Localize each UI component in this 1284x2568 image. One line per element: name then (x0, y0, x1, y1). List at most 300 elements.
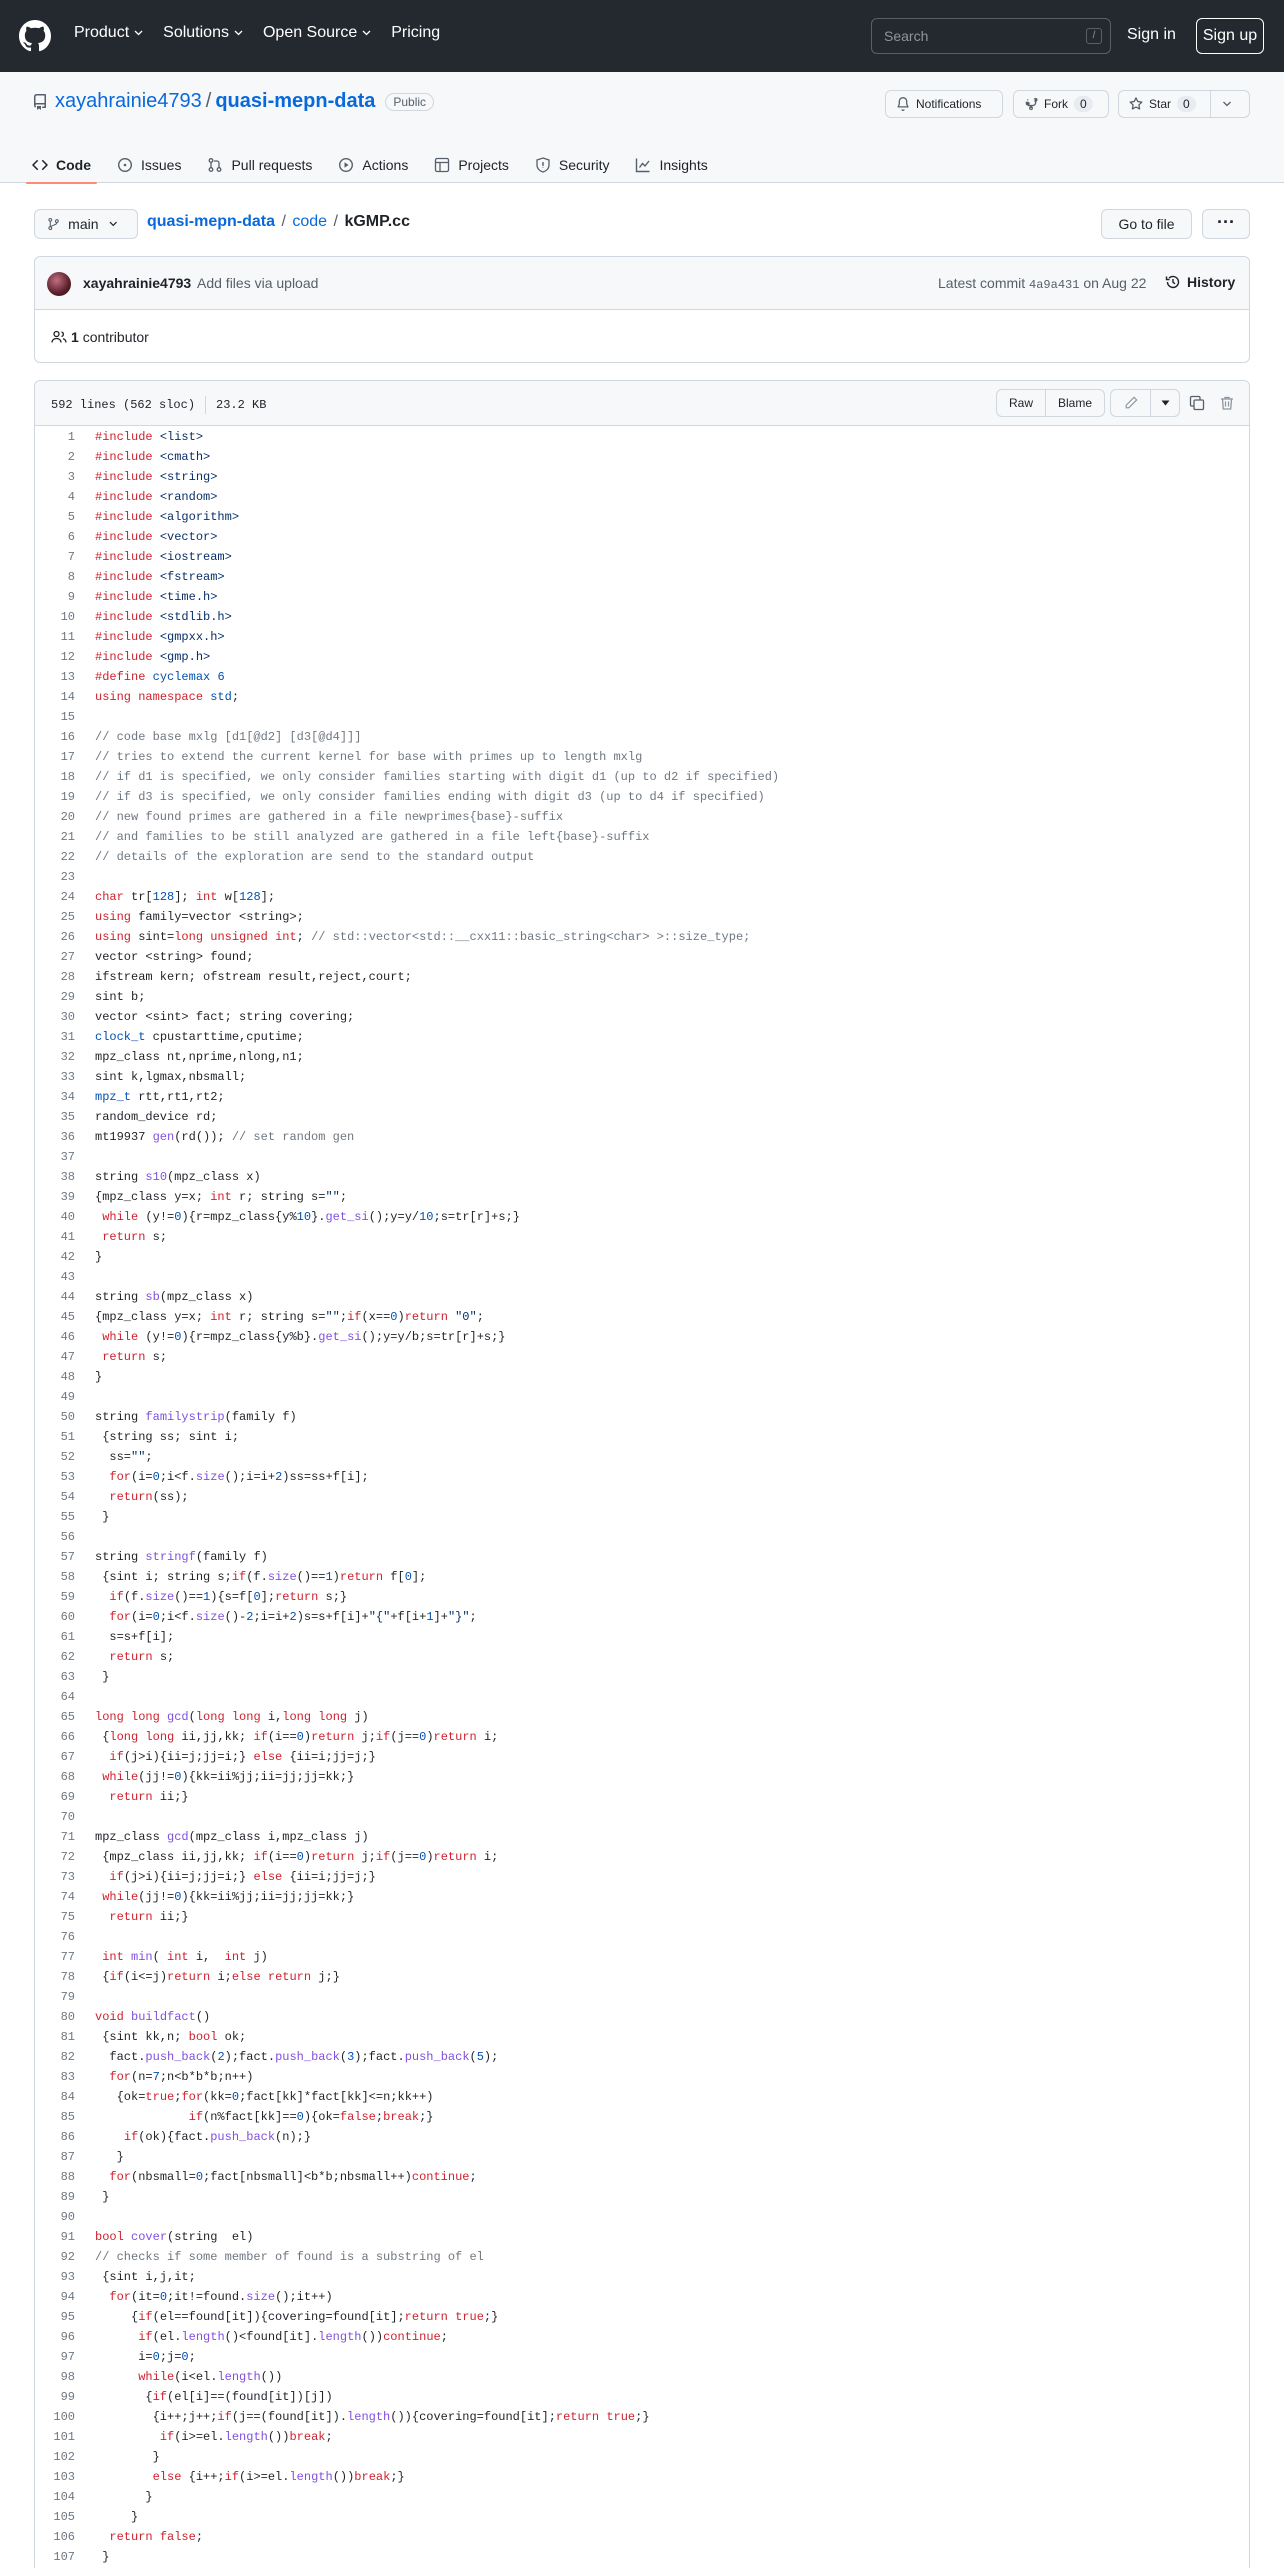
line-number[interactable]: 67 (60, 1750, 75, 1764)
line-content: bool cover(string el) (95, 2230, 254, 2244)
line-content: // if d1 is specified, we only consider families starting with digit d1 (up to d2 if specified) (95, 770, 780, 784)
edit-button[interactable] (1111, 390, 1151, 416)
line-content (75, 1267, 95, 1287)
line-number[interactable]: 77 (60, 1950, 75, 1964)
code-line (35, 1547, 1249, 1567)
breadcrumb-file: kGMP.cc (344, 213, 410, 230)
line-content: vector <string> found; (95, 950, 254, 964)
line-content: i=0;j=0; (95, 2350, 196, 2364)
line-number[interactable]: 78 (60, 1970, 75, 1984)
line-number[interactable]: 41 (60, 1230, 75, 1244)
line-content (75, 2207, 95, 2227)
tab-actions[interactable] (338, 148, 408, 182)
line-number[interactable]: 85 (60, 2110, 75, 2124)
line-content: return ii;} (109, 1790, 189, 1804)
tab-issues-label: Issues (141, 157, 182, 173)
line-number[interactable]: 100 (53, 2410, 75, 2424)
repo-name-link[interactable]: quasi-mepn-data (215, 90, 376, 112)
commit-author-link[interactable]: xayahrainie4793 (83, 275, 192, 291)
code-line (35, 1067, 1249, 1087)
notifications-label: Notifications (916, 97, 982, 111)
line-number[interactable]: 52 (60, 1450, 75, 1464)
code-line (35, 2247, 1249, 2267)
code-line (35, 467, 1249, 487)
code-line (35, 527, 1249, 547)
code-line (35, 647, 1249, 667)
code-line (35, 2107, 1249, 2127)
line-number[interactable]: 75 (60, 1910, 75, 1924)
line-number[interactable]: 24 (60, 890, 75, 904)
line-number[interactable]: 83 (60, 2070, 75, 2084)
code-line (35, 1627, 1249, 1647)
line-number[interactable]: 11 (60, 630, 75, 644)
contributor-label: contributor (82, 329, 149, 345)
line-number[interactable]: 59 (60, 1590, 75, 1604)
line-number[interactable]: 34 (60, 1090, 75, 1104)
nav-open-source[interactable] (263, 24, 371, 42)
line-number[interactable]: 74 (60, 1890, 75, 1904)
line-content: #include <stdlib.h> (95, 610, 232, 624)
star-count: 0 (1177, 96, 1196, 112)
line-number[interactable]: 32 (60, 1050, 75, 1064)
line-number[interactable]: 25 (60, 910, 75, 924)
code-line (35, 1527, 1249, 1547)
code-line (35, 887, 1249, 907)
line-number[interactable]: 55 (60, 1510, 75, 1524)
line-number[interactable]: 21 (60, 830, 75, 844)
nav-open-source-label: Open Source (262, 24, 358, 41)
repo-header (0, 72, 1284, 183)
line-number[interactable]: 47 (60, 1350, 75, 1364)
code-line (35, 427, 1249, 447)
search-placeholder: Search (884, 28, 929, 44)
line-number[interactable]: 7 (67, 550, 75, 564)
line-number[interactable]: 54 (60, 1490, 75, 1504)
go-to-file-button[interactable]: Go to file (1101, 209, 1192, 239)
line-number[interactable]: 38 (60, 1170, 75, 1184)
line-content: {long long ii,jj,kk; if(i==0)return j;if(j==0)return i; (95, 1730, 499, 1744)
branch-icon (47, 217, 60, 231)
line-content: // checks if some member of found is a substring of el (95, 2250, 484, 2264)
line-number[interactable]: 39 (60, 1190, 75, 1204)
line-content: ss=""; (95, 1450, 153, 1464)
code-line (35, 1047, 1249, 1067)
line-number[interactable]: 56 (60, 1530, 75, 1544)
line-content: mt19937 gen(rd()); // set random gen (95, 1130, 355, 1144)
star-button[interactable] (1118, 90, 1211, 118)
code-line (35, 727, 1249, 747)
line-content: s=s+f[i]; (95, 1630, 175, 1644)
line-number[interactable]: 82 (60, 2050, 75, 2064)
line-content: sint b; (95, 990, 146, 1004)
edit-dropdown[interactable] (1151, 390, 1179, 416)
line-content: #include <random> (95, 490, 218, 504)
line-content (75, 1687, 95, 1707)
line-content: {mpz_class y=x; int r; string s=""; (95, 1190, 348, 1204)
code-line (35, 2287, 1249, 2307)
code-line (35, 487, 1249, 507)
line-content: string sb(mpz_class x) (95, 1290, 254, 1304)
tab-code[interactable] (32, 148, 91, 182)
tab-insights[interactable] (635, 148, 707, 182)
line-number[interactable]: 58 (60, 1570, 75, 1584)
line-number[interactable]: 95 (60, 2310, 75, 2324)
code-line (35, 1687, 1249, 1707)
star-icon (1129, 97, 1143, 111)
line-number[interactable]: 50 (60, 1410, 75, 1424)
branch-name: main (68, 216, 99, 232)
code-line (35, 2527, 1249, 2547)
code-line (35, 1607, 1249, 1627)
star-list-dropdown[interactable] (1210, 90, 1250, 118)
raw-button[interactable]: Raw (1009, 396, 1034, 410)
breadcrumb-folder-link[interactable]: code (292, 213, 328, 230)
table-icon (434, 157, 450, 173)
code-line (35, 687, 1249, 707)
line-number[interactable]: 14 (60, 690, 75, 704)
chevron-down-icon (109, 221, 117, 227)
code-line (35, 2347, 1249, 2367)
code-line (35, 1807, 1249, 1827)
line-number[interactable]: 96 (60, 2330, 75, 2344)
line-content: } (95, 2490, 153, 2504)
issue-icon (117, 157, 133, 173)
history-icon (1165, 274, 1181, 290)
line-number[interactable]: 18 (60, 770, 75, 784)
line-number[interactable]: 70 (60, 1810, 75, 1824)
line-number[interactable]: 46 (60, 1330, 75, 1344)
line-content (75, 1927, 95, 1947)
line-content (75, 1987, 95, 2007)
line-content (75, 1147, 95, 1167)
line-content: #include <time.h> (95, 590, 218, 604)
line-content: int min( int i, int j) (102, 1950, 268, 1964)
line-number[interactable]: 87 (60, 2150, 75, 2164)
bell-icon (896, 97, 910, 111)
code-listing[interactable] (35, 427, 1249, 2567)
more-options-button[interactable]: ··· (1202, 209, 1250, 239)
line-content: #include <algorithm> (95, 510, 240, 524)
fork-button[interactable] (1013, 90, 1109, 118)
line-number[interactable]: 61 (60, 1630, 75, 1644)
code-line (35, 1947, 1249, 1967)
line-content: {sint i,j,it; (95, 2270, 196, 2284)
breadcrumb (147, 213, 410, 231)
contributors-link[interactable] (51, 329, 149, 345)
commit-box (34, 256, 1250, 363)
line-content: mpz_class gcd(mpz_class i,mpz_class j) (95, 1830, 369, 1844)
line-number[interactable]: 93 (60, 2270, 75, 2284)
code-line (35, 1447, 1249, 1467)
code-line (35, 1347, 1249, 1367)
top-nav (74, 24, 460, 42)
line-number[interactable]: 33 (60, 1070, 75, 1084)
code-line (35, 1927, 1249, 1947)
line-content: } (95, 1370, 103, 1384)
line-content: string s10(mpz_class x) (95, 1170, 261, 1184)
line-number[interactable]: 103 (53, 2470, 75, 2484)
line-content: {ok=true;for(kk=0;fact[kk]*fact[kk]<=n;kk++) (95, 2090, 434, 2104)
line-number[interactable]: 107 (53, 2550, 75, 2564)
line-number[interactable]: 29 (60, 990, 75, 1004)
triangle-down-icon (1161, 400, 1170, 406)
code-line (35, 1767, 1249, 1787)
code-line (35, 587, 1249, 607)
line-content: #include <gmp.h> (95, 650, 211, 664)
line-content: #include <string> (95, 470, 218, 484)
code-line (35, 1107, 1249, 1127)
line-number[interactable]: 72 (60, 1850, 75, 1864)
chevron-down-icon (234, 30, 243, 36)
tab-insights-label: Insights (659, 157, 708, 173)
code-line (35, 2427, 1249, 2447)
line-number[interactable]: 28 (60, 970, 75, 984)
line-number[interactable]: 45 (60, 1310, 75, 1324)
repo-tabs (32, 148, 734, 182)
tab-pull-requests[interactable] (207, 148, 312, 182)
file-info-divider (205, 396, 206, 414)
line-number[interactable]: 64 (60, 1690, 75, 1704)
play-icon (338, 157, 354, 173)
code-line (35, 987, 1249, 1007)
code-line (35, 567, 1249, 587)
tab-code-label: Code (56, 157, 91, 173)
line-number[interactable]: 66 (60, 1730, 75, 1744)
tab-projects[interactable] (434, 148, 509, 182)
line-content: } (95, 1670, 110, 1684)
line-content: for(it=0;it!=found.size();it++) (109, 2290, 333, 2304)
line-content: random_device rd; (95, 1110, 218, 1124)
code-line (35, 1647, 1249, 1667)
line-content: for(i=0;i<f.size();i=i+2)ss=ss+f[i]; (109, 1470, 369, 1484)
tab-pull-requests-label: Pull requests (231, 157, 313, 173)
tab-projects-label: Projects (458, 157, 509, 173)
line-content: #include <cmath> (95, 450, 211, 464)
shield-icon (535, 157, 551, 173)
repo-owner-link[interactable]: xayahrainie4793 (55, 90, 202, 112)
line-content: {i++;j++;if(j==(found[it]).length()){covering=found[it];return true;} (95, 2410, 650, 2424)
line-content: return s; (102, 1230, 168, 1244)
line-number[interactable]: 5 (67, 510, 75, 524)
line-number[interactable]: 79 (60, 1990, 75, 2004)
sign-up-button[interactable]: Sign up (1196, 18, 1264, 54)
line-number[interactable]: 84 (60, 2090, 75, 2104)
line-number[interactable]: 80 (60, 2010, 75, 2024)
line-number[interactable]: 17 (60, 750, 75, 764)
line-number[interactable]: 48 (60, 1370, 75, 1384)
line-number[interactable]: 94 (60, 2290, 75, 2304)
line-content: mpz_t rtt,rt1,rt2; (95, 1090, 225, 1104)
code-line (35, 1747, 1249, 1767)
line-number[interactable]: 15 (60, 710, 75, 724)
line-number[interactable]: 20 (60, 810, 75, 824)
nav-pricing[interactable] (391, 24, 440, 42)
line-number[interactable]: 106 (53, 2530, 75, 2544)
line-number[interactable]: 105 (53, 2510, 75, 2524)
line-number[interactable]: 8 (67, 570, 75, 584)
tab-security[interactable] (535, 148, 610, 182)
code-line (35, 927, 1249, 947)
code-line (35, 1007, 1249, 1027)
code-line (35, 1087, 1249, 1107)
search-shortcut-key: / (1086, 28, 1102, 44)
code-line (35, 1287, 1249, 1307)
commit-message-link[interactable]: Add files via upload (197, 275, 319, 291)
code-line (35, 867, 1249, 887)
line-number[interactable]: 16 (60, 730, 75, 744)
search-input[interactable] (871, 18, 1111, 54)
line-number[interactable]: 9 (67, 590, 75, 604)
line-content: string stringf(family f) (95, 1550, 268, 1564)
line-number[interactable]: 99 (60, 2390, 75, 2404)
line-number[interactable]: 12 (60, 650, 75, 664)
line-content: } (95, 2510, 139, 2524)
line-number[interactable]: 60 (60, 1610, 75, 1624)
nav-solutions[interactable] (163, 24, 243, 42)
github-logo-icon[interactable] (19, 20, 51, 52)
line-number[interactable]: 35 (60, 1110, 75, 1124)
line-number[interactable]: 53 (60, 1470, 75, 1484)
tab-security-label: Security (558, 157, 610, 173)
code-line (35, 1487, 1249, 1507)
line-number[interactable]: 92 (60, 2250, 75, 2264)
code-line (35, 1887, 1249, 1907)
line-number[interactable]: 42 (60, 1250, 75, 1264)
line-content: return s; (102, 1350, 168, 1364)
line-content: #define cyclemax 6 (95, 670, 225, 684)
line-number[interactable]: 31 (60, 1030, 75, 1044)
line-number[interactable]: 89 (60, 2190, 75, 2204)
pull-request-icon (207, 157, 223, 173)
line-number[interactable]: 88 (60, 2170, 75, 2184)
code-line (35, 1907, 1249, 1927)
line-content: char tr[128]; int w[128]; (95, 890, 276, 904)
code-line (35, 1147, 1249, 1167)
line-number[interactable]: 63 (60, 1670, 75, 1684)
line-number[interactable]: 81 (60, 2030, 75, 2044)
breadcrumb-repo-link[interactable]: quasi-mepn-data (147, 213, 276, 230)
history-link[interactable] (1165, 274, 1235, 290)
line-number[interactable]: 22 (60, 850, 75, 864)
line-number[interactable]: 76 (60, 1930, 75, 1944)
line-content: sint k,lgmax,nbsmall; (95, 1070, 247, 1084)
blame-button[interactable]: Blame (1045, 390, 1104, 416)
line-content: if(j>i){ii=j;jj=i;} else {ii=i;jj=j;} (109, 1750, 376, 1764)
line-number[interactable]: 26 (60, 930, 75, 944)
line-number[interactable]: 13 (60, 670, 75, 684)
code-line (35, 2007, 1249, 2027)
latest-commit-row (35, 257, 1249, 310)
trash-icon[interactable] (1219, 395, 1235, 411)
code-line (35, 827, 1249, 847)
file-header (35, 381, 1249, 426)
line-content: if(el.length()<found[it].length())continue; (138, 2330, 448, 2344)
line-content: return s; (109, 1650, 175, 1664)
line-number[interactable]: 69 (60, 1790, 75, 1804)
line-number[interactable]: 40 (60, 1210, 75, 1224)
tab-issues[interactable] (117, 148, 181, 182)
code-line (35, 1667, 1249, 1687)
avatar[interactable] (47, 272, 71, 296)
code-line (35, 1027, 1249, 1047)
line-content: {string ss; sint i; (95, 1430, 240, 1444)
nav-product[interactable] (74, 24, 143, 42)
commit-sha-link[interactable]: 4a9a431 (1029, 278, 1080, 292)
repo-icon (32, 94, 48, 110)
line-content: // and families to be still analyzed are gathered in a file left{base}-suffix (95, 830, 650, 844)
line-number[interactable]: 43 (60, 1270, 75, 1284)
line-number[interactable]: 97 (60, 2350, 75, 2364)
line-content: fact.push_back(2);fact.push_back(3);fact.push_back(5); (95, 2050, 499, 2064)
line-number[interactable]: 102 (53, 2450, 75, 2464)
code-line (35, 2147, 1249, 2167)
line-number[interactable]: 104 (53, 2490, 75, 2504)
sign-in-link[interactable]: Sign in (1127, 26, 1176, 43)
line-number[interactable]: 49 (60, 1390, 75, 1404)
line-content: for(i=0;i<f.size()-2;i=i+2)s=s+f[i]+"{"+f[i+1]+"}"; (109, 1610, 477, 1624)
line-number[interactable]: 68 (60, 1770, 75, 1784)
chevron-down-icon (1222, 101, 1232, 107)
repo-title (55, 90, 434, 113)
line-number[interactable]: 19 (60, 790, 75, 804)
code-line (35, 2227, 1249, 2247)
line-content: ifstream kern; ofstream result,reject,court; (95, 970, 412, 984)
fork-icon (1024, 97, 1038, 111)
line-content (75, 1807, 95, 1827)
branch-selector[interactable] (34, 209, 138, 239)
line-number[interactable]: 98 (60, 2370, 75, 2384)
line-content: clock_t cpustarttime,cputime; (95, 1030, 304, 1044)
code-line (35, 2167, 1249, 2187)
line-number[interactable]: 51 (60, 1430, 75, 1444)
line-content: // details of the exploration are send to the standard output (95, 850, 535, 864)
line-number[interactable]: 36 (60, 1130, 75, 1144)
line-number[interactable]: 57 (60, 1550, 75, 1564)
line-number[interactable]: 65 (60, 1710, 75, 1724)
edit-group (1110, 389, 1180, 417)
code-line (35, 2507, 1249, 2527)
line-number[interactable]: 1 (67, 430, 75, 444)
line-number[interactable]: 27 (60, 950, 75, 964)
line-number[interactable]: 73 (60, 1870, 75, 1884)
line-content: #include <vector> (95, 530, 218, 544)
code-line (35, 2547, 1249, 2567)
file-line-count: 592 lines (562 sloc) (51, 398, 196, 412)
line-number[interactable]: 86 (60, 2130, 75, 2144)
line-number[interactable]: 62 (60, 1650, 75, 1664)
line-number[interactable]: 4 (67, 490, 75, 504)
line-number[interactable]: 10 (60, 610, 75, 624)
line-number[interactable]: 101 (53, 2430, 75, 2444)
line-number[interactable]: 3 (67, 470, 75, 484)
line-number[interactable]: 23 (60, 870, 75, 884)
line-number[interactable]: 91 (60, 2230, 75, 2244)
history-label: History (1187, 274, 1236, 290)
line-number[interactable]: 90 (60, 2210, 75, 2224)
line-number[interactable]: 37 (60, 1150, 75, 1164)
notifications-button[interactable] (885, 90, 1003, 118)
code-line (35, 1247, 1249, 1267)
line-content: if(f.size()==1){s=f[0];return s;} (109, 1590, 348, 1604)
code-line (35, 1967, 1249, 1987)
line-number[interactable]: 44 (60, 1290, 75, 1304)
copy-icon[interactable] (1189, 395, 1205, 411)
line-number[interactable]: 30 (60, 1010, 75, 1024)
line-number[interactable]: 71 (60, 1830, 75, 1844)
line-number[interactable]: 6 (67, 530, 75, 544)
line-content: using sint=long unsigned int; // std::vector<std::__cxx11::basic_string<char> >::size_type; (95, 930, 751, 944)
line-number[interactable]: 2 (67, 450, 75, 464)
